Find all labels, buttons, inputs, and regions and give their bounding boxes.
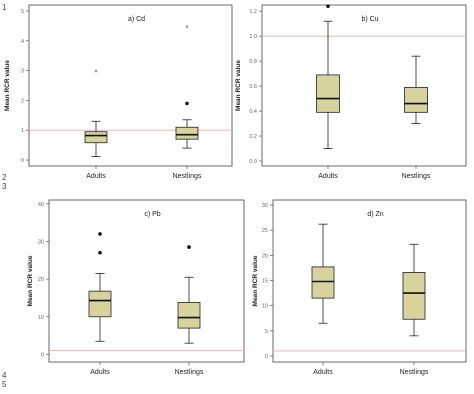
box-iqr	[405, 87, 428, 112]
y-tick-label: 1	[20, 128, 24, 135]
chart-title: d) Zn	[367, 211, 384, 218]
outlier-extreme: *	[94, 68, 98, 77]
chart-title: b) Cu	[361, 16, 379, 23]
x-tick-label: Nestlings	[401, 173, 431, 180]
chart-title: c) Pb	[144, 211, 161, 218]
y-tick-label: 0.8	[249, 59, 257, 66]
plot-frame	[49, 200, 244, 362]
y-tick-label: 2	[20, 98, 24, 105]
box-iqr	[176, 127, 198, 139]
x-tick-label: Adults	[318, 173, 338, 180]
outlier-point	[326, 4, 330, 8]
plot-frame	[273, 200, 466, 362]
y-tick-label: 1.0	[249, 34, 257, 41]
y-tick-label: 30	[261, 203, 268, 210]
x-tick-label: Nestlings	[399, 369, 429, 376]
y-tick-label: 0.2	[249, 134, 257, 141]
chart-panel-2	[235, 4, 466, 180]
y-tick-label: 20	[261, 253, 268, 260]
box-iqr	[178, 302, 200, 328]
chart-panel-4	[252, 200, 466, 376]
line-number-5: 5	[2, 380, 7, 389]
x-tick-label: Nestlings	[172, 173, 202, 180]
box-iqr	[403, 272, 425, 319]
y-axis-label: Mean RCR value	[27, 255, 34, 307]
chart-panel-1	[4, 5, 232, 180]
y-tick-label: 4	[20, 38, 24, 45]
x-tick-label: Adults	[313, 369, 333, 376]
y-tick-label: 0	[20, 158, 24, 165]
y-tick-label: 20	[37, 277, 44, 284]
y-tick-label: 40	[37, 201, 44, 208]
y-tick-label: 0	[264, 353, 268, 360]
plot-frame	[29, 5, 232, 166]
box-iqr	[89, 291, 111, 317]
box-iqr	[317, 75, 340, 112]
y-tick-label: 0	[40, 352, 44, 359]
y-tick-label: 5	[264, 328, 268, 335]
outlier-point	[185, 102, 189, 106]
y-tick-label: 10	[37, 314, 44, 321]
y-tick-label: 15	[261, 278, 268, 285]
outlier-extreme: *	[185, 23, 189, 32]
y-tick-label: 3	[20, 68, 24, 75]
line-number-1: 1	[2, 3, 7, 12]
y-axis-label: Mean RCR value	[4, 60, 11, 111]
chart-panel-3	[27, 200, 244, 376]
y-tick-label: 5	[20, 8, 24, 15]
plot-frame	[262, 5, 466, 166]
y-axis-label: Mean RCR value	[252, 255, 259, 307]
x-tick-label: Adults	[90, 369, 110, 376]
outlier-point	[98, 232, 102, 236]
outlier-point	[98, 251, 102, 255]
y-tick-label: 30	[37, 239, 44, 246]
y-tick-label: 25	[261, 228, 268, 235]
line-number-3: 3	[2, 182, 7, 191]
y-axis-label: Mean RCR value	[235, 60, 242, 111]
y-tick-label: 0.4	[249, 109, 257, 116]
y-tick-label: 1.2	[249, 9, 257, 16]
line-number-2: 2	[2, 173, 7, 182]
outlier-point	[187, 245, 191, 249]
x-tick-label: Nestlings	[174, 369, 204, 376]
box-iqr	[312, 267, 334, 298]
chart-title: a) Cd	[127, 16, 146, 23]
box-iqr	[85, 132, 107, 143]
y-tick-label: 0.0	[249, 159, 257, 166]
y-tick-label: 10	[261, 303, 268, 310]
line-number-4: 4	[2, 371, 7, 380]
x-tick-label: Adults	[86, 173, 106, 180]
y-tick-label: 0.6	[249, 84, 257, 91]
